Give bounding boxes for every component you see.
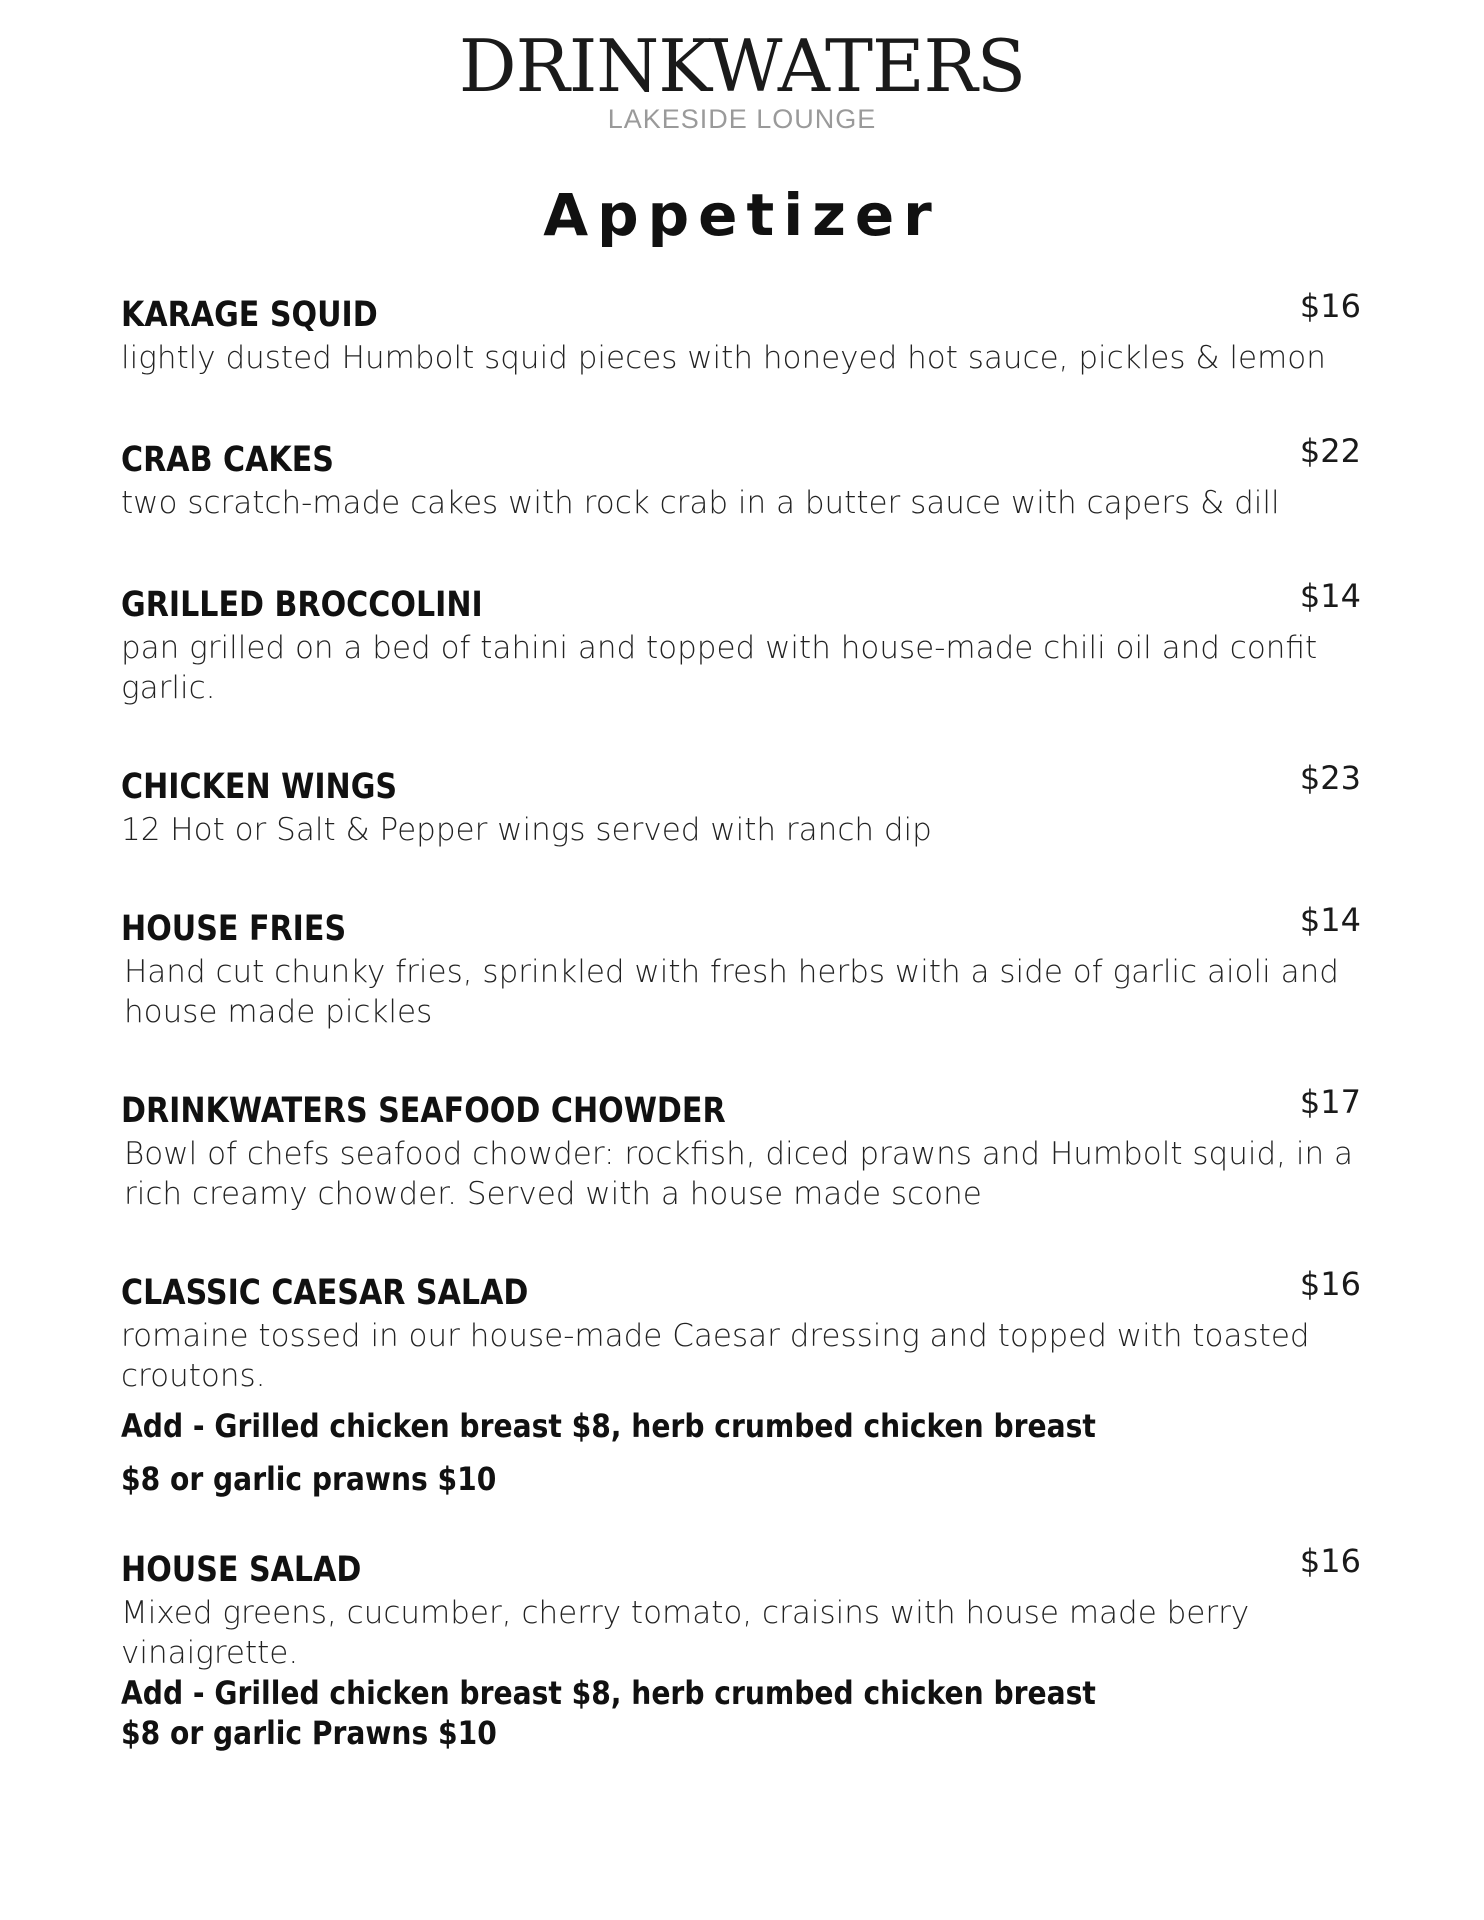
- menu-item-karage-squid: [121, 287, 1361, 378]
- menu-item-name: HOUSE FRIES: [121, 909, 347, 949]
- menu-item-house-fries: [121, 901, 1361, 1032]
- menu-item-price: $16: [1299, 287, 1361, 325]
- menu-item-price: $14: [1299, 901, 1361, 939]
- menu-item-house-salad: [121, 1542, 1361, 1753]
- menu-item-header: [121, 577, 1361, 628]
- menu-item-description: 12 Hot or Salt & Pepper wings served with ranch dip: [121, 812, 932, 848]
- menu-item-crab-cakes: [121, 432, 1361, 523]
- menu-item-price: $14: [1299, 577, 1361, 615]
- menu-item-description: lightly dusted Humbolt squid pieces with honeyed hot sauce, pickles & lemon: [121, 340, 1326, 376]
- menu-item-description: two scratch-made cakes with rock crab in a butter sauce with capers & dill: [121, 485, 1280, 521]
- menu-item-header: [121, 287, 1361, 338]
- menu-item-header: [121, 1265, 1361, 1316]
- menu-item-price: $17: [1299, 1083, 1361, 1121]
- brand-logo: [0, 24, 1484, 134]
- brand-subtitle: LAKESIDE LOUNGE: [607, 104, 877, 134]
- menu-item-name: DRINKWATERS SEAFOOD CHOWDER: [121, 1091, 726, 1131]
- menu-item-name: CLASSIC CAESAR SALAD: [121, 1273, 529, 1313]
- menu-item-chicken-wings: [121, 759, 1361, 850]
- menu-item-seafood-chowder: [121, 1083, 1361, 1214]
- menu-item-description: Bowl of chefs seafood chowder: rockfish, diced prawns and Humbolt squid, in a rich creamy chowder. Served with a house made scone: [124, 1136, 1353, 1212]
- menu-item-header: [121, 1083, 1361, 1134]
- brand-name: DRINKWATERS: [458, 24, 1026, 108]
- menu-item-addon: Add - Grilled chicken breast $8, herb crumbed chicken breast $8 or garlic Prawns $10: [121, 1674, 1096, 1752]
- menu-item-name: HOUSE SALAD: [121, 1550, 362, 1590]
- menu-item-addon: Add - Grilled chicken breast $8, herb crumbed chicken breast $8 or garlic prawns $10: [121, 1407, 1096, 1498]
- menu-item-header: [121, 901, 1361, 952]
- menu-item-header: [121, 759, 1361, 810]
- menu-item-name: KARAGE SQUID: [121, 295, 378, 335]
- section-title: Appetizer: [543, 181, 941, 249]
- menu-item-price: $16: [1299, 1542, 1361, 1580]
- menu-item-description: Hand cut chunky fries, sprinkled with fresh herbs with a side of garlic aioli and house made pickles: [124, 954, 1339, 1030]
- menu-item-price: $16: [1299, 1265, 1361, 1303]
- menu-item-description: romaine tossed in our house-made Caesar dressing and topped with toasted croutons.: [121, 1318, 1310, 1394]
- menu-item-header: [121, 1542, 1361, 1593]
- menu-item-description: Mixed greens, cucumber, cherry tomato, craisins with house made berry vinaigrette.: [121, 1595, 1250, 1671]
- menu-item-header: [121, 432, 1361, 483]
- menu-item-price: $23: [1299, 759, 1361, 797]
- menu-item-name: GRILLED BROCCOLINI: [121, 585, 483, 625]
- menu-item-name: CHICKEN WINGS: [121, 767, 398, 807]
- menu-item-caesar-salad: [121, 1265, 1361, 1506]
- menu-item-price: $22: [1299, 432, 1361, 470]
- menu-item-description: pan grilled on a bed of tahini and topped with house-made chili oil and confit garlic.: [121, 630, 1318, 706]
- menu-item-grilled-broccolini: [121, 577, 1361, 708]
- menu-item-name: CRAB CAKES: [121, 440, 334, 480]
